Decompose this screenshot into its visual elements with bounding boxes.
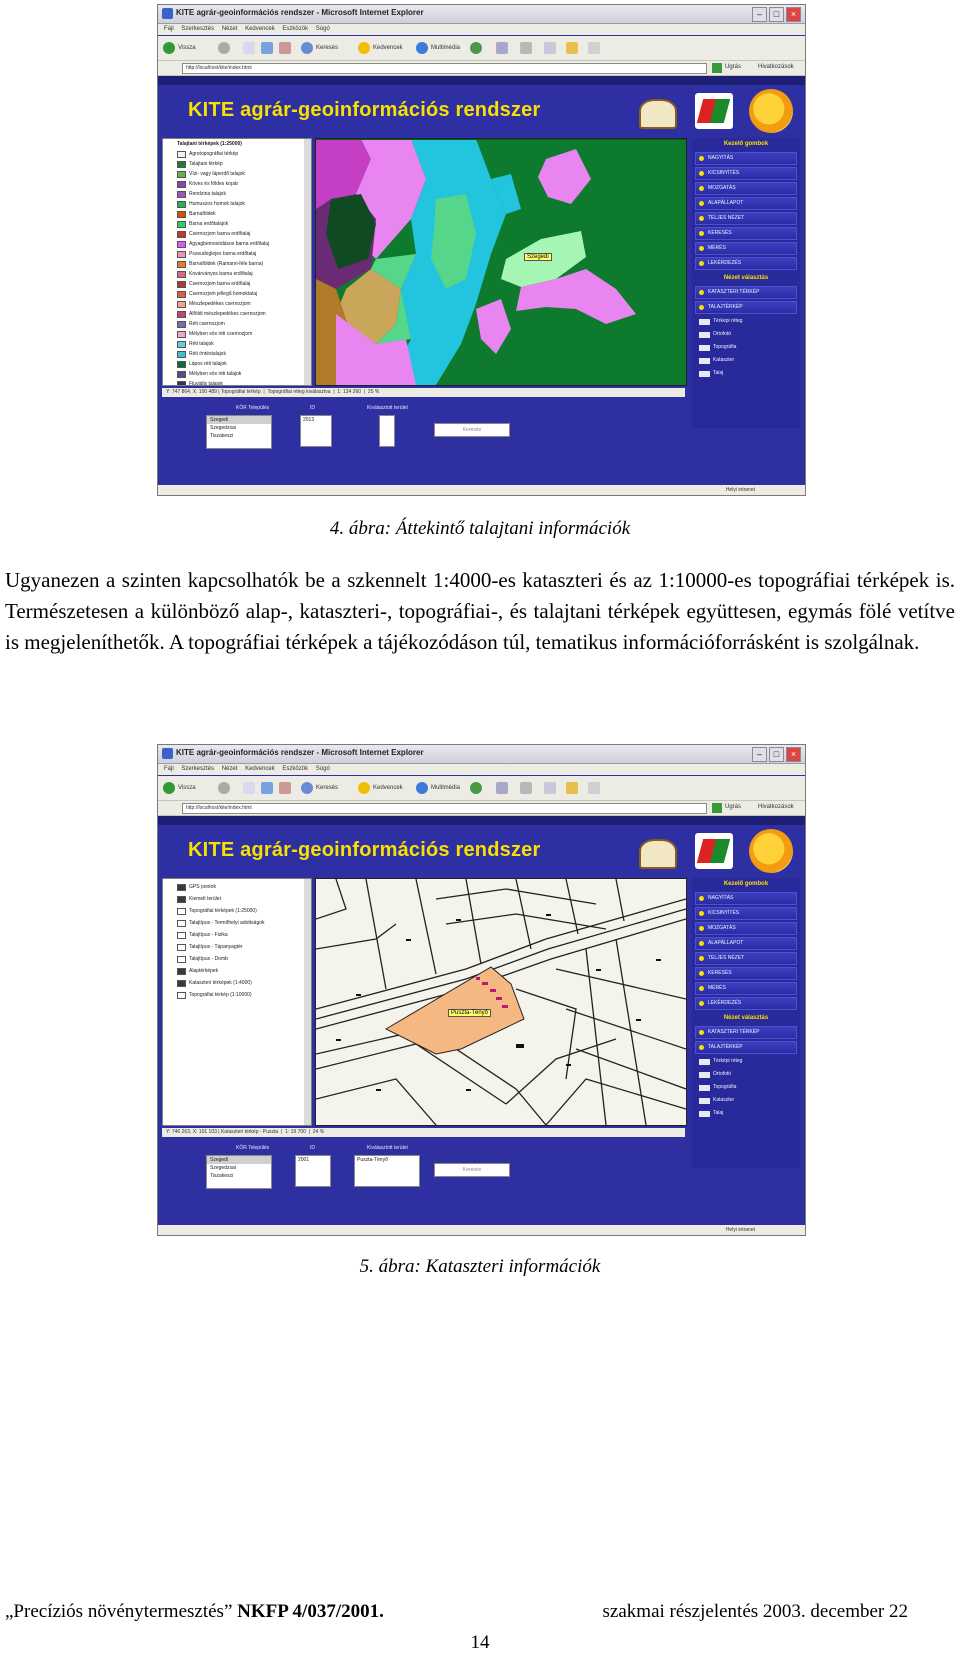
ie-icon [162, 748, 173, 759]
legend-swatch [177, 191, 186, 198]
favorites-button[interactable]: Kedvencek [358, 41, 403, 55]
legend-swatch [177, 181, 186, 188]
menu-file[interactable]: Fájl [164, 766, 174, 772]
layer-legend-item[interactable] [163, 359, 311, 369]
legend-swatch [177, 261, 186, 268]
zone-label: Helyi intranet [725, 487, 755, 493]
links-label[interactable]: Hivatkozások [758, 804, 794, 810]
browser-status-bar [158, 485, 805, 495]
layer-legend-item[interactable] [163, 269, 311, 279]
nav-soil-map[interactable]: TALAJTÉRKÉP [695, 301, 797, 314]
back-button[interactable]: Vissza [163, 781, 196, 795]
layer-label: Csernozjom jellegű homoktalaj [189, 291, 258, 297]
forward-icon[interactable] [218, 781, 230, 795]
layer-toggle-item[interactable] [163, 905, 311, 917]
screenshot-soil-map [157, 4, 806, 496]
nav-reset[interactable]: ALAPÁLLAPOT [695, 937, 797, 950]
nav-header-view: Nézet választás [723, 1015, 769, 1021]
layer-legend-item[interactable] [163, 289, 311, 299]
layer-legend-item[interactable] [163, 339, 311, 349]
layer-toggle-item[interactable] [163, 989, 311, 1001]
layer-legend-item[interactable] [163, 349, 311, 359]
nav-soil-map[interactable]: TALAJTÉRKÉP [695, 1041, 797, 1054]
query-controls [162, 403, 685, 473]
nav-folder-ortho[interactable]: Ortofotó [695, 1069, 797, 1080]
legend-swatch [177, 341, 186, 348]
layer-label: Talajtípus - Fizika [189, 932, 228, 938]
layer-label: Topográfiai térképek (1:25000) [189, 908, 257, 914]
layer-label: Mészlepedékes csernozjom [189, 301, 251, 307]
checkbox-checked-icon[interactable] [177, 884, 186, 891]
layer-legend-item[interactable] [163, 259, 311, 269]
history-icon[interactable] [470, 41, 482, 55]
zone-label: Helyi intranet [725, 1227, 755, 1233]
search-submit-button[interactable]: Keresés [434, 423, 510, 437]
id-label: ID [310, 405, 315, 411]
right-navigation [692, 138, 800, 428]
history-icon[interactable] [470, 781, 482, 795]
app-strip [158, 76, 805, 85]
layer-legend-item[interactable] [163, 379, 311, 386]
forward-icon[interactable] [218, 41, 230, 55]
menubar [158, 764, 805, 775]
layer-label: Csernozjom barna erdőtalaj [189, 281, 251, 287]
nav-folder-ortho[interactable]: Ortofotó [695, 329, 797, 340]
nav-folder-cadastre[interactable]: Kataszter [695, 355, 797, 366]
star-icon [358, 782, 370, 794]
address-input[interactable]: http://localhost/kite/index.html [182, 63, 707, 74]
legend-swatch [177, 221, 186, 228]
layer-label: Alaptérképek [189, 968, 219, 974]
map-place-label: Szegedi [524, 253, 552, 261]
star-icon [358, 42, 370, 54]
browser-toolbar [158, 776, 805, 801]
checkbox-icon[interactable] [177, 992, 186, 999]
favorites-button[interactable]: Kedvencek [358, 781, 403, 795]
bread-logo-icon [639, 839, 677, 869]
edit-icon[interactable] [544, 41, 556, 55]
checkbox-checked-icon[interactable] [177, 896, 186, 903]
layer-panel [162, 878, 312, 1126]
search-icon [301, 782, 313, 794]
layer-toggle-item[interactable] [163, 893, 311, 905]
layer-legend-item[interactable] [163, 279, 311, 289]
layer-legend-item[interactable] [163, 299, 311, 309]
nav-pan[interactable]: MOZGATÁS [695, 922, 797, 935]
layer-label: Humuszos homok talajok [189, 201, 245, 207]
menu-favorites[interactable]: Kedvencek [245, 766, 275, 772]
right-navigation [692, 878, 800, 1168]
banner-title: KITE agrár-geoinformációs rendszer [188, 99, 541, 121]
layer-label: GPS pontok [189, 884, 216, 890]
legend-swatch [177, 331, 186, 338]
figure5-caption: 5. ábra: Kataszteri információk [359, 1256, 601, 1277]
media-button[interactable]: Multimédia [416, 781, 460, 795]
mail-icon[interactable] [496, 41, 508, 55]
legend-swatch [177, 251, 186, 258]
nav-folder-cadastre[interactable]: Kataszter [695, 1095, 797, 1106]
media-icon [416, 782, 428, 794]
home-icon[interactable] [279, 781, 291, 795]
legend-swatch [177, 241, 186, 248]
banner-title: KITE agrár-geoinformációs rendszer [188, 839, 541, 861]
selected-area-field[interactable] [379, 415, 395, 447]
menu-favorites[interactable]: Kedvencek [245, 26, 275, 32]
layer-group-title: Talajtani térképek (1:25000) [177, 141, 242, 147]
media-button[interactable]: Multimédia [416, 41, 460, 55]
go-arrow-icon[interactable] [712, 63, 722, 73]
layer-legend-item[interactable] [163, 199, 311, 209]
checkbox-icon[interactable] [177, 920, 186, 927]
window-titlebar [158, 5, 805, 24]
layer-legend-item[interactable] [163, 229, 311, 239]
menu-view[interactable]: Nézet [221, 26, 238, 32]
checkbox-icon[interactable] [177, 932, 186, 939]
app-banner [158, 85, 805, 134]
nav-header-controls: Kezelő gombok [723, 881, 769, 887]
address-input[interactable]: http://localhost/kite/index.html [182, 803, 707, 814]
legend-swatch [177, 291, 186, 298]
layer-label: Agrotopográfiai térkép [189, 151, 239, 157]
window-title: KITE agrár-geoinformációs rendszer - Microsoft Internet Explorer [176, 748, 424, 757]
layer-label: Barna erdőtalajok [189, 221, 229, 227]
stop-icon[interactable] [243, 781, 255, 795]
layer-label: Talajtani térkép [189, 161, 223, 167]
browser-toolbar [158, 36, 805, 61]
links-label[interactable]: Hivatkozások [758, 64, 794, 70]
layer-label: Talajtípus - Domb [189, 956, 228, 962]
nav-zoom-out[interactable]: KICSINYÍTÉS [695, 907, 797, 920]
ie-icon [162, 8, 173, 19]
selected-area-field[interactable]: Puszta-Tényő [354, 1155, 420, 1187]
nav-header-view: Nézet választás [723, 275, 769, 281]
layer-label: Réti talajok [189, 341, 214, 347]
refresh-icon[interactable] [261, 41, 273, 55]
settlement-label: KÖR Település [236, 1145, 270, 1151]
nav-measure[interactable]: MÉRÉS [695, 982, 797, 995]
menu-tools[interactable]: Eszközök [282, 766, 309, 772]
nav-cadastral-map[interactable]: KATASZTERI TÉRKÉP [695, 286, 797, 299]
nav-cadastral-map[interactable]: KATASZTERI TÉRKÉP [695, 1026, 797, 1039]
layer-label: Barnaföldek (Ramann-féle barna) [189, 261, 264, 267]
layer-label: Rendzina talajok [189, 191, 226, 197]
app-strip [158, 816, 805, 825]
checkbox-icon[interactable] [177, 908, 186, 915]
menu-edit[interactable]: Szerkesztés [181, 766, 215, 772]
search-submit-button[interactable]: Keresés [434, 1163, 510, 1177]
nav-query[interactable]: LEKÉRDEZÉS [695, 257, 797, 270]
close-icon[interactable]: × [786, 747, 801, 762]
screenshot-cadastral-map [157, 744, 806, 1236]
legend-swatch [177, 271, 186, 278]
selected-area-label: Kiválasztott terület [367, 1145, 408, 1151]
layer-label: Kataszteri térképek (1:4000) [189, 980, 252, 986]
checkbox-checked-icon[interactable] [177, 980, 186, 987]
nav-full-view[interactable]: TELJES NÉZET [695, 952, 797, 965]
sun-logo-icon [749, 829, 793, 873]
refresh-icon[interactable] [261, 781, 273, 795]
layer-legend-item[interactable] [163, 249, 311, 259]
legend-swatch [177, 201, 186, 208]
nav-folder-soil[interactable]: Talaj [695, 1108, 797, 1119]
legend-swatch [177, 281, 186, 288]
menu-help[interactable]: Súgó [315, 26, 330, 32]
cadastral-map[interactable] [315, 878, 687, 1126]
layer-legend-item[interactable] [163, 319, 311, 329]
legend-swatch [177, 231, 186, 238]
menu-tools[interactable]: Eszközök [282, 26, 309, 32]
footer-project: „Precíziós növénytermesztés” NKFP 4/037/2001. [5, 1601, 384, 1622]
layer-legend-item[interactable] [163, 329, 311, 339]
layer-legend-item[interactable] [163, 159, 311, 169]
layer-legend-item[interactable] [163, 239, 311, 249]
layer-label: Köves és földes kopár [189, 181, 239, 187]
discuss-icon[interactable] [566, 41, 578, 55]
layer-label: Pszeudoglejes barna erdőtalaj [189, 251, 257, 257]
checkbox-icon[interactable] [177, 956, 186, 963]
menu-edit[interactable]: Szerkesztés [181, 26, 215, 32]
checkbox-checked-icon[interactable] [177, 968, 186, 975]
address-bar [158, 61, 805, 76]
menubar [158, 24, 805, 35]
body-paragraph: Ugyanezen a szinten kapcsolhatók be a szkennelt 1:4000-es kataszteri és az 1:10000-es topográfiai térképek is. Természetesen a különböző alap-, kataszteri-, topográfiai-, és talajtani térképek együttesen, egymás fölé vetítve is megjeleníthetők. A topográfiai térképek a tájékozódáson túl, tematikus információforrásként is szolgálnak. [5, 568, 955, 654]
layer-toggle-item[interactable] [163, 941, 311, 953]
print-icon[interactable] [520, 781, 532, 795]
window-title: KITE agrár-geoinformációs rendszer - Microsoft Internet Explorer [176, 8, 424, 17]
print-icon[interactable] [520, 41, 532, 55]
id-field[interactable]: 2001 [295, 1155, 331, 1187]
layer-label: Csernozjom barna erdőtalaj [189, 231, 251, 237]
map-parcel-label: Puszta-Tényő [448, 1009, 491, 1017]
nav-search[interactable]: KERESÉS [695, 967, 797, 980]
figure4-caption: 4. ábra: Áttekintő talajtani információk [329, 518, 631, 539]
nav-reset[interactable]: ALAPÁLLAPOT [695, 197, 797, 210]
home-icon[interactable] [279, 41, 291, 55]
nav-query[interactable]: LEKÉRDEZÉS [695, 997, 797, 1010]
legend-swatch [177, 381, 186, 386]
layer-toggle-item[interactable] [163, 977, 311, 989]
layer-legend-item[interactable] [163, 149, 311, 159]
layer-legend-item[interactable] [163, 179, 311, 189]
layer-label: Kovárványos barna erdőtalaj [189, 271, 253, 277]
browser-status-bar [158, 1225, 805, 1235]
map-status-bar: Y: 747 864, X: 100 489 | Topográfiai térkép | Topográfiai réteg kiválasztva | 1: 124 260 | 25 % [162, 388, 685, 397]
hungary-logo-icon [695, 833, 733, 869]
checkbox-icon[interactable] [177, 944, 186, 951]
layer-label: Mélyben sós réti talajok [189, 371, 242, 377]
maximize-icon[interactable]: □ [769, 747, 784, 762]
id-field[interactable]: 2013 [300, 415, 332, 447]
menu-help[interactable]: Súgó [315, 766, 330, 772]
layer-label: Barnaföldek [189, 211, 216, 217]
nav-full-view[interactable]: TELJES NÉZET [695, 212, 797, 225]
search-button[interactable]: Keresés [301, 781, 338, 795]
layer-label: Mélyben sós réti csernozjom [189, 331, 253, 337]
layer-label: Lápos réti talajok [189, 361, 227, 367]
search-icon [301, 42, 313, 54]
menu-file[interactable]: Fájl [164, 26, 174, 32]
layer-label: Réti öntéstalajok [189, 351, 226, 357]
hungary-logo-icon [695, 93, 733, 129]
search-button[interactable]: Keresés [301, 41, 338, 55]
stop-icon[interactable] [243, 41, 255, 55]
page-number: 14 [470, 1632, 490, 1653]
back-icon [163, 782, 175, 794]
go-label[interactable]: Ugrás [725, 64, 742, 70]
nav-zoom-out[interactable]: KICSINYÍTÉS [695, 167, 797, 180]
settlement-list[interactable]: Szegedi Szegedzsai Tiszakeszi [206, 1155, 272, 1189]
nav-zoom-in[interactable]: NAGYÍTÁS [695, 152, 797, 165]
layer-label: Réti csernozjom [189, 321, 225, 327]
window-titlebar [158, 745, 805, 764]
legend-swatch [177, 301, 186, 308]
menu-view[interactable]: Nézet [221, 766, 238, 772]
nav-folder-topo[interactable]: Topográfia [695, 342, 797, 353]
sun-logo-icon [749, 89, 793, 133]
nav-zoom-in[interactable]: NAGYÍTÁS [695, 892, 797, 905]
nav-folder-soil[interactable]: Talaj [695, 368, 797, 379]
minimize-icon[interactable]: – [752, 747, 767, 762]
layer-label: Kiemelt terület [189, 896, 221, 902]
layer-label: Topográfiai térkép (1:10000) [189, 992, 252, 998]
footer-project-code: NKFP 4/037/2001. [237, 1601, 384, 1622]
layer-legend-item[interactable] [163, 309, 311, 319]
nav-folder-layers[interactable]: Térképi réteg [695, 316, 797, 327]
layer-scrollbar[interactable] [304, 139, 311, 385]
back-button[interactable]: Vissza [163, 41, 196, 55]
layer-label: Fluviális talajok [189, 381, 223, 386]
legend-swatch [177, 161, 186, 168]
legend-swatch [177, 151, 186, 158]
edit-icon[interactable] [544, 781, 556, 795]
close-icon[interactable]: × [786, 7, 801, 22]
layer-label: Alföldi mészlepedékes csernozjom [189, 311, 266, 317]
legend-swatch [177, 371, 186, 378]
minimize-icon[interactable]: – [752, 7, 767, 22]
layer-label: Agyagbemosódásos barna erdőtalaj [189, 241, 270, 247]
legend-swatch [177, 351, 186, 358]
footer-report-date: szakmai részjelentés 2003. december 22 [602, 1601, 908, 1622]
layer-legend-item[interactable] [163, 209, 311, 219]
maximize-icon[interactable]: □ [769, 7, 784, 22]
mail-icon[interactable] [496, 781, 508, 795]
messenger-icon[interactable] [588, 781, 600, 795]
nav-measure[interactable]: MÉRÉS [695, 242, 797, 255]
discuss-icon[interactable] [566, 781, 578, 795]
id-label: ID [310, 1145, 315, 1151]
layer-legend-item[interactable] [163, 369, 311, 379]
query-controls [162, 1143, 685, 1213]
layer-toggle-item[interactable] [163, 881, 311, 893]
layer-label: Vízi- vagy láperdő talajok [189, 171, 245, 177]
legend-swatch [177, 321, 186, 328]
go-label[interactable]: Ugrás [725, 804, 742, 810]
go-arrow-icon[interactable] [712, 803, 722, 813]
nav-header-controls: Kezelő gombok [723, 141, 769, 147]
back-icon [163, 42, 175, 54]
nav-pan[interactable]: MOZGATÁS [695, 182, 797, 195]
layer-scrollbar[interactable] [304, 879, 311, 1125]
selected-area-label: Kiválasztott terület [367, 405, 408, 411]
map-status-bar: Y: 746 263, X: 101 103 | Kataszteri térkép - Puszta | 1: 19 700 | 24 % [162, 1128, 685, 1137]
legend-swatch [177, 311, 186, 318]
layer-toggle-item[interactable] [163, 917, 311, 929]
messenger-icon[interactable] [588, 41, 600, 55]
soil-map[interactable] [315, 138, 687, 386]
media-icon [416, 42, 428, 54]
layer-label: Talajtípus - Termőhelyi adottságok [189, 920, 265, 926]
layer-legend-item[interactable] [163, 189, 311, 199]
layer-panel [162, 138, 312, 386]
nav-folder-topo[interactable]: Topográfia [695, 1082, 797, 1093]
app-banner [158, 825, 805, 874]
layer-toggle-item[interactable] [163, 929, 311, 941]
nav-folder-layers[interactable]: Térképi réteg [695, 1056, 797, 1067]
layer-toggle-item[interactable] [163, 953, 311, 965]
bread-logo-icon [639, 99, 677, 129]
legend-swatch [177, 361, 186, 368]
layer-legend-item[interactable] [163, 219, 311, 229]
nav-search[interactable]: KERESÉS [695, 227, 797, 240]
layer-label: Talajtípus - Tápanyagtér [189, 944, 243, 950]
settlement-list[interactable]: Szegedi Szegedzsai Tiszakeszi [206, 415, 272, 449]
layer-legend-item[interactable] [163, 169, 311, 179]
legend-swatch [177, 171, 186, 178]
address-bar [158, 801, 805, 816]
layer-toggle-item[interactable] [163, 965, 311, 977]
settlement-label: KÖR Település [236, 405, 270, 411]
legend-swatch [177, 211, 186, 218]
